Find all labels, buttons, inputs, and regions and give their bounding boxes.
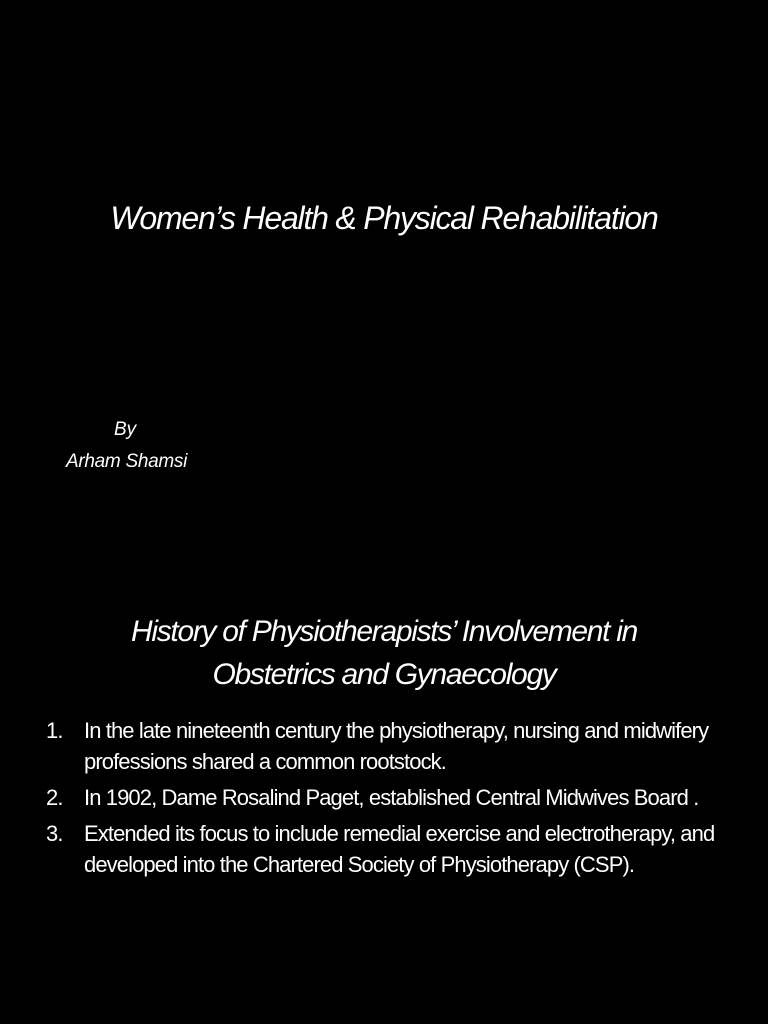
- presentation-title: Women’s Health & Physical Rehabilitation: [110, 200, 658, 236]
- by-label: By: [114, 419, 137, 440]
- author-name: Arham Shamsi: [66, 451, 187, 472]
- list-item: [46, 818, 736, 880]
- history-list: [46, 715, 736, 885]
- slide-title: [0, 610, 768, 696]
- list-item: [46, 715, 736, 777]
- slide-title-line-1: History of Physiotherapists’ Involvement in: [130, 615, 637, 648]
- list-item-text: In the late nineteenth century the physiotherapy, nursing and midwifery professions shared a common rootstock.: [84, 718, 709, 774]
- list-item-number: 3.: [46, 821, 63, 846]
- list-item-text: Extended its focus to include remedial exercise and electrotherapy, and developed into the Chartered Society of Physiotherapy (CSP).: [84, 821, 715, 877]
- slide-title-line-2: Obstetrics and Gynaecology: [212, 658, 556, 691]
- list-item-text: In 1902, Dame Rosalind Paget, established Central Midwives Board .: [84, 785, 699, 810]
- list-item: [46, 782, 736, 813]
- list-item-number: 1.: [46, 718, 63, 743]
- list-item-number: 2.: [46, 785, 63, 810]
- history-slide: [0, 512, 768, 1024]
